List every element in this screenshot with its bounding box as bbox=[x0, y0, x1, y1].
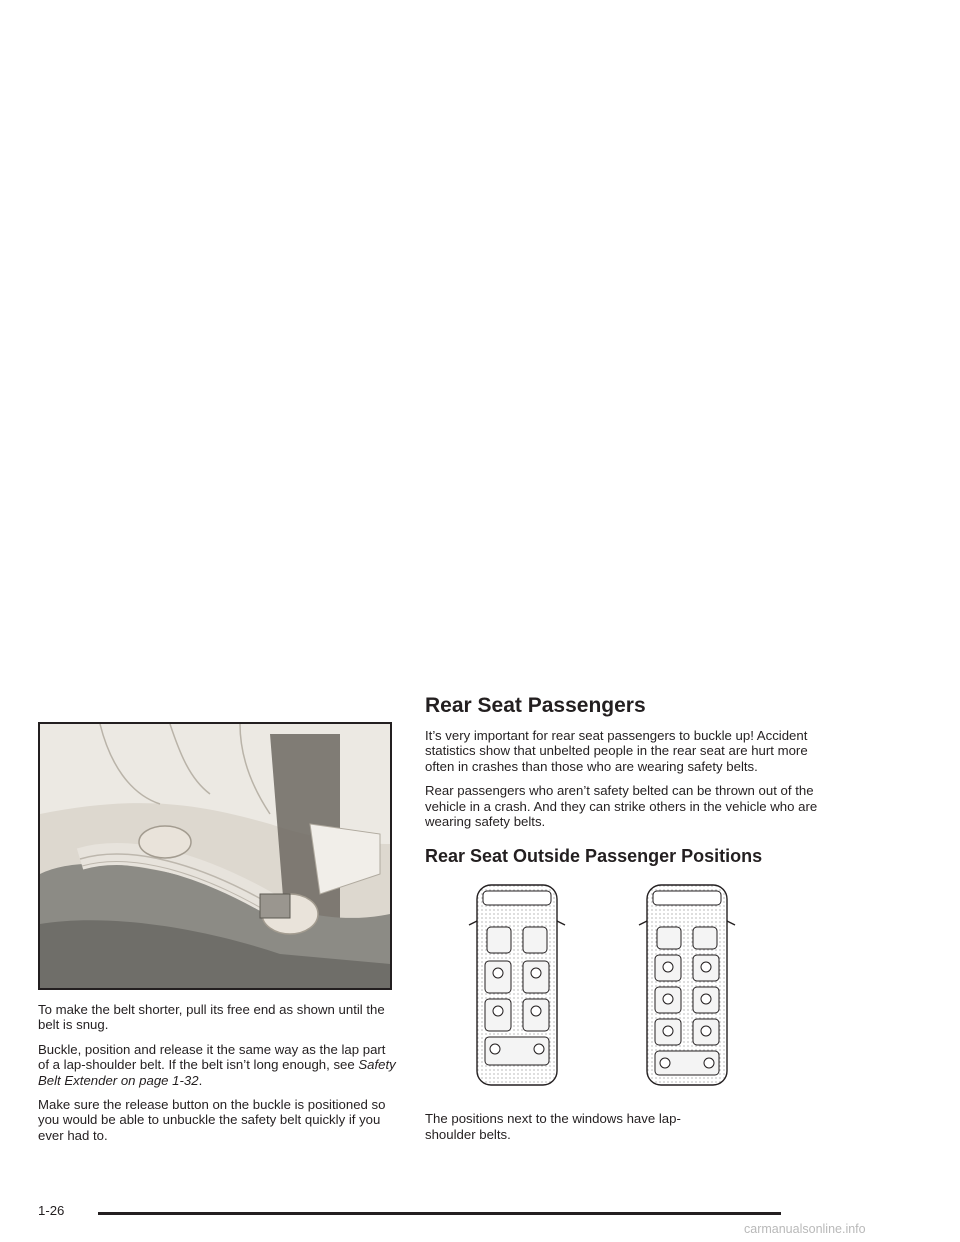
section-title: Rear Seat Passengers bbox=[425, 694, 646, 717]
rear-passenger-paragraph-2: Rear passengers who aren’t safety belted can be thrown out of the vehicle in a crash. And they can strike others in the vehicle who are wearing safety belts. bbox=[425, 783, 818, 830]
vehicle-seating-diagram-right bbox=[635, 881, 739, 1089]
subsection-title: Rear Seat Outside Passenger Positions bbox=[425, 846, 763, 867]
buckle-paragraph-text: Buckle, position and release it the same way as the lap part of a lap-shoulder belt. If the belt isn’t long enough, see bbox=[38, 1041, 386, 1073]
left-text-column bbox=[38, 1002, 398, 1152]
right-text-column bbox=[425, 690, 825, 1151]
belt-adjustment-drawing bbox=[40, 724, 390, 988]
watermark: carmanualsonline.info bbox=[744, 1222, 866, 1236]
belt-adjustment-illustration bbox=[38, 722, 392, 990]
safety-belt-extender-link[interactable]: Safety Belt Extender on page 1-32 bbox=[38, 1057, 396, 1088]
vehicle-seating-diagram-left bbox=[465, 881, 569, 1089]
buckle-paragraph-end: . bbox=[198, 1072, 203, 1088]
rear-passenger-paragraph-1: It’s very important for rear seat passengers to buckle up! Accident statistics show that unbelted people in the rear seat are hurt more often in crashes than those who are wearing safety belts. bbox=[425, 728, 808, 774]
buckle-paragraph bbox=[38, 1042, 398, 1088]
release-button-paragraph: Make sure the release button on the buckle is positioned so you would be able to unbuckle the safety belt quickly if you ever had to. bbox=[38, 1097, 386, 1143]
shorten-belt-paragraph: To make the belt shorter, pull its free end as shown until the belt is snug. bbox=[38, 1002, 385, 1033]
footer-rule bbox=[98, 1212, 781, 1215]
seating-diagrams bbox=[425, 881, 825, 1101]
diagram-caption: The positions next to the windows have lap-shoulder belts. bbox=[425, 1111, 681, 1142]
page-number: 1-26 bbox=[38, 1203, 65, 1218]
